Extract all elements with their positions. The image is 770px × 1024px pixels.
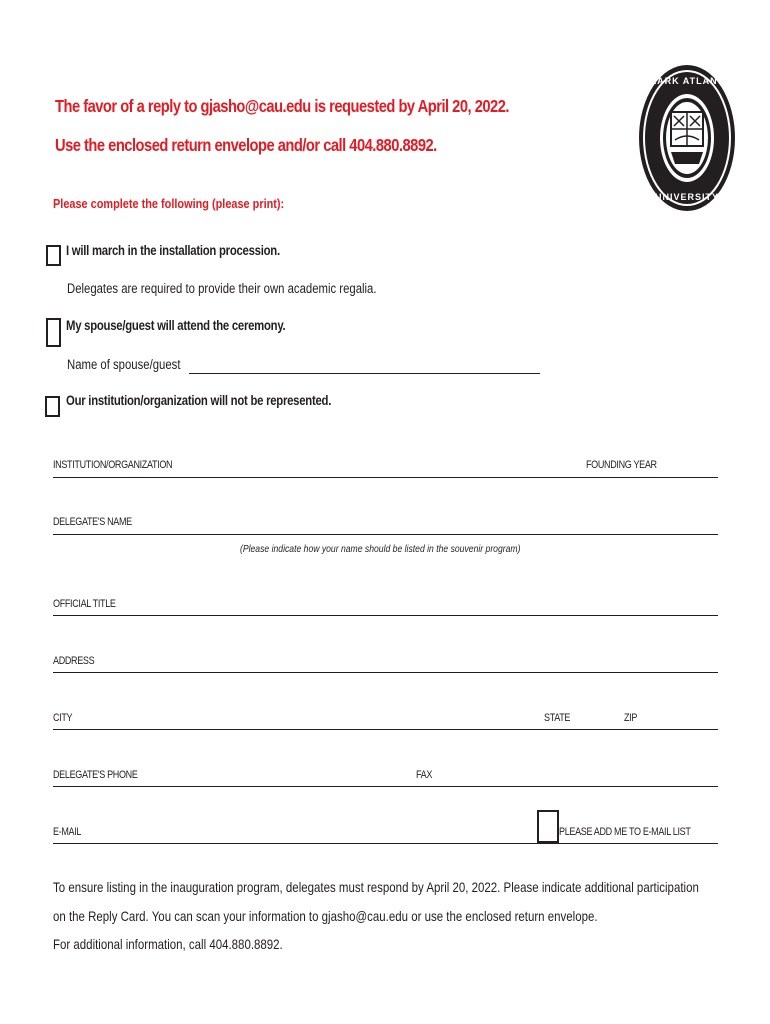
guest-label: My spouse/guest will attend the ceremony. [66,318,286,333]
footer-line-1: To ensure listing in the inauguration program, delegates must respond by April 20, 2022. Please indicate additional participation [53,879,699,895]
institution-label: INSTITUTION/ORGANIZATION [53,459,173,471]
footer-line-2: on the Reply Card. You can scan your information to gjasho@cau.edu or use the enclosed return envelope. [53,908,598,924]
city-label: CITY [53,712,73,724]
regalia-note: Delegates are required to provide their own academic regalia. [67,281,377,296]
instructions-prompt: Please complete the following (please print): [53,196,285,211]
email-input[interactable] [53,843,718,844]
seal-bottom-text: UNIVERSITY [654,192,720,202]
not-represented-checkbox[interactable] [45,396,60,417]
address-label: ADDRESS [53,655,95,667]
address-input[interactable] [53,672,718,673]
march-label: I will march in the installation procession. [66,243,280,258]
not-represented-label: Our institution/organization will not be represented. [66,393,332,408]
phone-label: DELEGATE'S PHONE [53,769,138,781]
guest-name-input[interactable] [189,373,540,374]
official-title-label: OFFICIAL TITLE [53,598,116,610]
delegate-name-label: DELEGATE'S NAME [53,516,132,528]
footer-line-3: For additional information, call 404.880.8892. [53,936,283,952]
email-label: E-MAIL [53,826,82,838]
email-list-label: PLEASE ADD ME TO E-MAIL LIST [559,826,691,838]
march-checkbox[interactable] [46,245,61,266]
zip-label: ZIP [624,712,638,724]
return-envelope-heading: Use the enclosed return envelope and/or call 404.880.8892. [55,135,437,155]
guest-checkbox[interactable] [46,318,61,347]
fax-label: FAX [416,769,433,781]
seal-top-text: CLARK ATLANTA [643,76,731,86]
seal-icon [637,62,737,214]
delegate-name-help: (Please indicate how your name should be listed in the souvenir program) [240,543,521,555]
official-title-input[interactable] [53,615,718,616]
phone-fax-input[interactable] [53,786,718,787]
guest-name-label: Name of spouse/guest [67,357,181,372]
founding-year-label: FOUNDING YEAR [586,459,657,471]
delegate-name-input[interactable] [53,534,718,535]
institution-input[interactable] [53,477,718,478]
reply-request-heading: The favor of a reply to gjasho@cau.edu is requested by April 20, 2022. [55,96,509,116]
email-list-checkbox[interactable] [537,810,559,843]
university-seal [637,62,737,214]
city-state-zip-input[interactable] [53,729,718,730]
state-label: STATE [544,712,571,724]
